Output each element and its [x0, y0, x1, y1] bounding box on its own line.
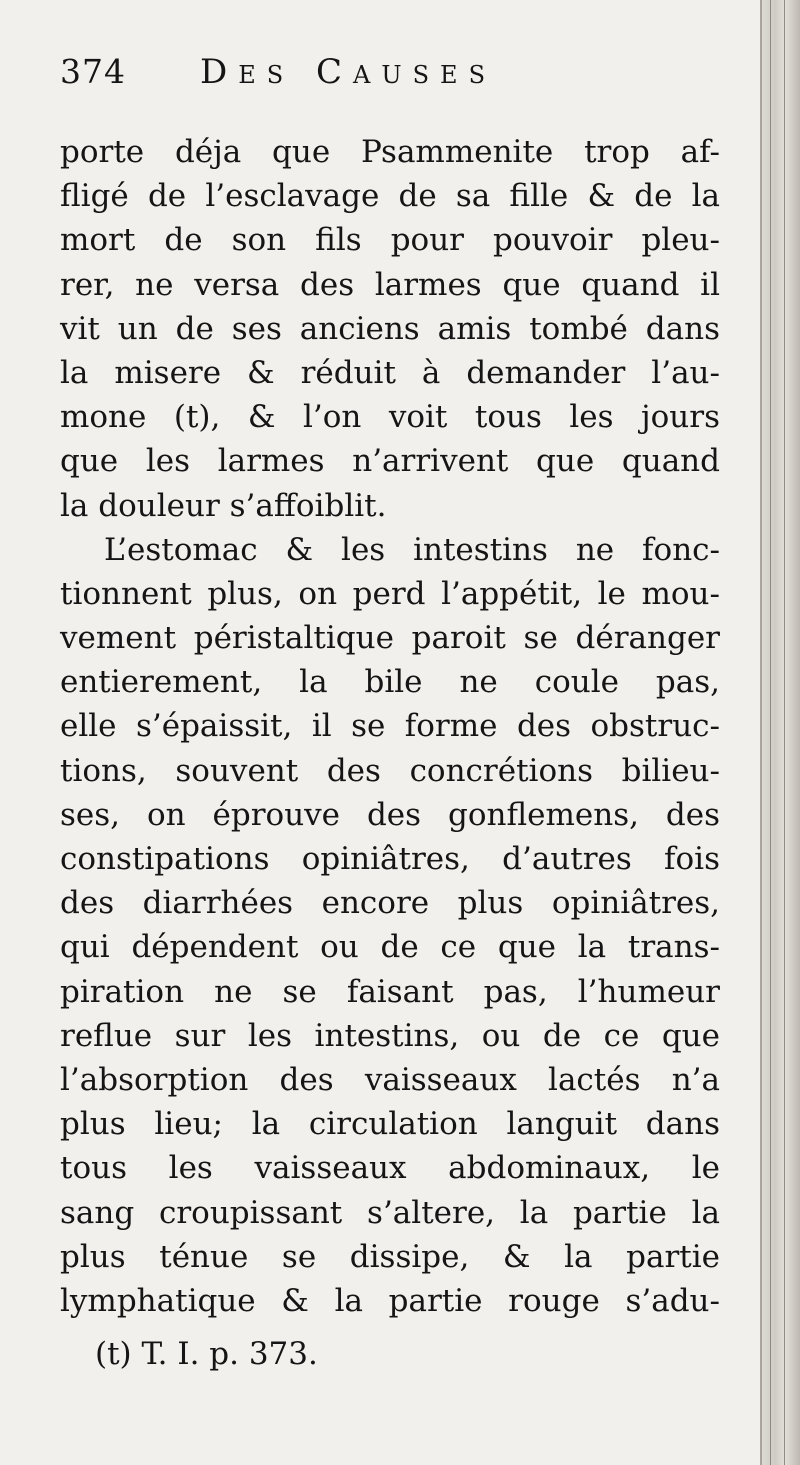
text-line: constipations opiniâtres, d’autres fois — [60, 841, 720, 877]
text-line: elle s’épaissit, il se forme des obstruc- — [60, 708, 720, 745]
text-line: plus lieu; la circulation languit dans — [60, 1106, 720, 1143]
running-title: Des Causes — [200, 52, 497, 92]
text-line: vit un de ses anciens amis tombé dans — [60, 310, 720, 347]
text-line: fligé de l’esclavage de sa fille & de la — [60, 178, 720, 215]
text-line: piration ne se faisant pas, l’humeur — [60, 973, 720, 1010]
running-head — [60, 52, 740, 102]
text-line: vement péristaltique paroit se déranger — [60, 620, 720, 657]
text-line: entierement, la bile ne coule pas, — [60, 664, 720, 701]
footnote: (t) T. I. p. 373. — [95, 1336, 318, 1372]
text-line: lymphatique & la partie rouge s’adu- — [60, 1282, 720, 1319]
text-line: porte déja que Psammenite trop af- — [60, 134, 720, 170]
text-line: tous les vaisseaux abdominaux, le — [60, 1150, 720, 1187]
text-line: mone (t), & l’on voit tous les jours — [60, 399, 720, 436]
text-line: mort de son fils pour pouvoir pleu- — [60, 222, 720, 259]
text-line: ses, on éprouve des gonflemens, des — [60, 796, 720, 833]
text-line: la misere & réduit à demander l’au- — [60, 354, 720, 391]
edge-line — [784, 0, 785, 1465]
text-line: des diarrhées encore plus opiniâtres, — [60, 885, 720, 922]
paragraph-end-line: la douleur s’affoiblit. — [60, 487, 387, 524]
text-line: reflue sur les intestins, ou de ce que — [60, 1017, 720, 1054]
page-binding-edge — [760, 0, 800, 1465]
text-line: tions, souvent des concrétions bilieu- — [60, 752, 720, 789]
edge-line — [770, 0, 771, 1465]
page-number: 374 — [60, 52, 126, 91]
text-line: sang croupissant s’altere, la partie la — [60, 1194, 720, 1231]
body-text — [60, 130, 720, 1323]
text-line: que les larmes n’arrivent que quand — [60, 443, 720, 480]
text-line: plus ténue se dissipe, & la partie — [60, 1238, 720, 1275]
text-line: l’absorption des vaisseaux lactés n’a — [60, 1061, 720, 1098]
text-line: tionnent plus, on perd l’appétit, le mou- — [60, 575, 720, 612]
paragraph-start-line: L’estomac & les intestins ne fonc- — [104, 531, 720, 568]
text-line: qui dépendent ou de ce que la trans- — [60, 929, 720, 966]
text-line: rer, ne versa des larmes que quand il — [60, 266, 720, 303]
